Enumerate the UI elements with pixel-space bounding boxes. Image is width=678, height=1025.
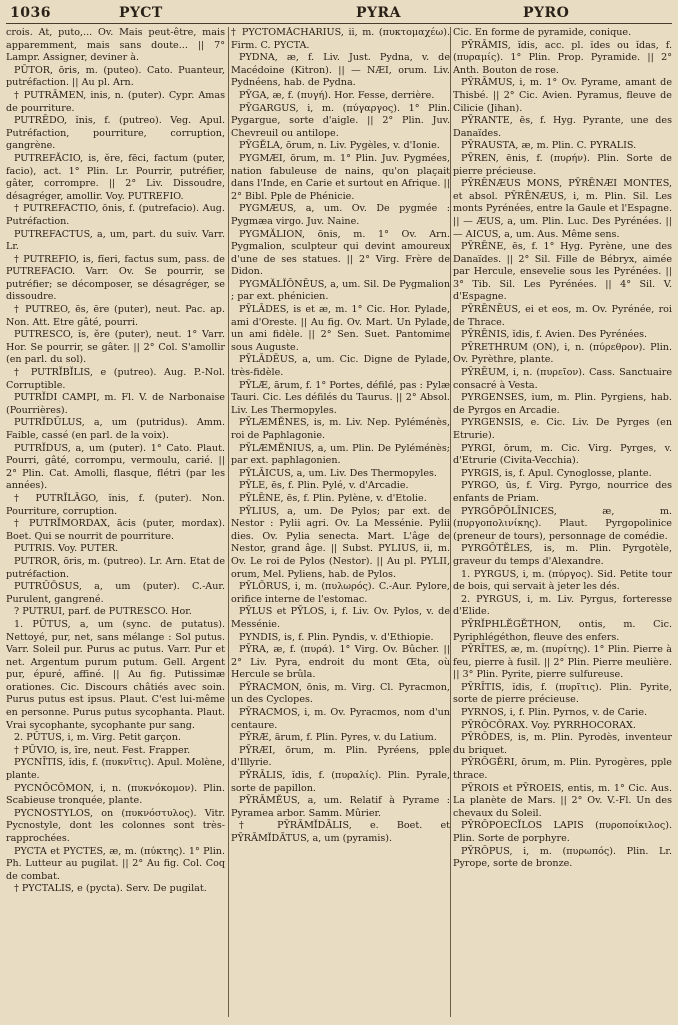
dictionary-entry: PYRNOS, i, f. Plin. Pyrnos, v. de Carie.	[461, 707, 648, 719]
dictionary-entry: PȲLIUS, a, um. De Pylos; par ext. de Nestor : Pylii agri. Ov. La Messénie. Pylii dies. Ov. Pylia senecta. Mart. L'âge de Nestor, grand âge. || Subst. PYLIUS, ii, m. Ov. Le roi de Pylos (Nestor). || Au pl. PYLII, orum, Mel. Pyliens, hab. de Pylos.	[231, 505, 450, 580]
running-head-left: PYCT	[119, 5, 163, 21]
column-right	[453, 27, 672, 1017]
dictionary-entry: † PŬVIO, is, īre, neut. Fest. Frapper.	[14, 744, 191, 756]
dictionary-entry: PYCNĪTIS, ĭdis, f. (πυκνῖτις). Apul. Molène, plante.	[6, 757, 225, 782]
dictionary-entry: † PUTRĬMORDAX, ācis (puter, mordax). Boet. Qui se nourrit de pourriture.	[6, 518, 225, 542]
dictionary-entry: † PUTRĀMEN, inis, n. (puter). Cypr. Amas de pourriture.	[6, 89, 225, 114]
dictionary-entry: PYGMÆI, ōrum, m. 1° Plin. Juv. Pygmées, nation fabuleuse de nains, qu'on plaçait dans l'Inde, en Carie et surtout en Afrique. || 2° Bibl. Pple de Phénicie.	[231, 152, 450, 202]
dictionary-entry: PUTRĬDŬLUS, a, um (putridus). Amm. Faible, cassé (en parl. de la voix).	[6, 417, 225, 441]
dictionary-entry: PȲRĪTES, æ, m. (πυρίτης). 1° Plin. Pierre à feu, pierre à fusil. || 2° Plin. Pierre meulière. || 3° Plin. Pyrite, pierre sulfureuse.	[453, 644, 672, 681]
dictionary-entry: PȲGĔLA, ōrum, n. Liv. Pygèles, v. d'Ionie.	[239, 140, 440, 152]
dictionary-entry: † PYCTŎMĂCHĀRIUS, ii, m. (πυκτομαχέω). Firm. C. PYCTA.	[231, 27, 450, 51]
dictionary-entry: Cic. En forme de pyramide, conique.	[453, 27, 632, 38]
dictionary-entry: PȲLÆMĔNES, is, m. Liv. Nep. Pyléménès, roi de Paphlagonie.	[231, 417, 450, 441]
dictionary-entry: PȲLĀICUS, a, um. Liv. Des Thermopyles.	[239, 467, 437, 479]
column-divider	[450, 27, 451, 1017]
dictionary-entry: PȲRŎGĔRI, ōrum, m. Plin. Pyrogères, pple thrace.	[453, 757, 672, 782]
dictionary-entry: † PUTRĬBĬLIS, e (putreo). Aug. P.-Nol. Corruptible.	[6, 367, 225, 391]
dictionary-entry: PȲRĀMUS, i, m. 1° Ov. Pyrame, amant de Thisbé. || 2° Cic. Avien. Pyramus, fleuve de Cilicie (Jihan).	[453, 77, 672, 114]
dictionary-entry: PȲRĒNÆUS MONS, PȲRĒNÆI MONTES, et absol. PȲRĒNÆUS, i, m. Plin. Sil. Les monts Pyrénées, entre la Gaule et l'Espagne. || — ÆUS, a, um. Plin. Luc. Des Pyrénées. || — AICUS, a, um. Aus. Même sens.	[453, 178, 672, 240]
running-head-right: PYRO	[523, 5, 570, 21]
dictionary-entry: PȲRŎDES, is, m. Plin. Pyrodès, inventeur du briquet.	[453, 732, 672, 756]
dictionary-entry: PȲRŎCŌRAX. Voy. PYRRHOCORAX.	[461, 719, 636, 731]
dictionary-entry: † PUTREFACTIO, ōnis, f. (putrefacio). Aug. Putréfaction.	[6, 203, 225, 227]
dictionary-entry: PȲLĀDĒUS, a, um. Cic. Digne de Pylade, très-fidèle.	[231, 354, 450, 379]
dictionary-entry: PȲLĒNE, ēs, f. Plin. Pylène, v. d'Etolie.	[239, 492, 427, 504]
dictionary-entry: PȲLÆMĔNIUS, a, um. Plin. De Pyléménès; par ext. paphlagonien.	[231, 442, 450, 467]
column-divider	[228, 27, 229, 1017]
dictionary-entry: PYRGŎPŎLĪNICES, æ, m. (πυργοπολινίκης). Plaut. Pyrgopolinice (preneur de tours), personnage de comédie.	[453, 505, 672, 542]
page-header	[0, 0, 678, 24]
dictionary-entry: PUTROR, ōris, m. (putreo). Lr. Arn. Etat de putréfaction.	[6, 555, 225, 580]
dictionary-entry: PȲRÆ, ārum, f. Plin. Pyres, v. du Latium.	[239, 732, 437, 744]
dictionary-entry: PUTREFACTUS, a, um, part. du suiv. Varr. Lr.	[6, 228, 225, 253]
dictionary-entry: PYGMÆUS, a, um. Ov. De pygmée : Pygmæa virgo. Juv. Naine.	[231, 203, 450, 227]
running-head-center: PYRA	[356, 5, 402, 21]
dictionary-entry: † PUTREO, ēs, ēre (puter), neut. Pac. ap. Non. Att. Etre gâté, pourri.	[6, 304, 225, 328]
dictionary-entry: PȲRĪTIS, ĭdis, f. (πυρῖτις). Plin. Pyrite, sorte de pierre précieuse.	[453, 681, 672, 706]
dictionary-entry: PYCNOSTYLOS, on (πυκνόστυλος). Vitr. Pycnostyle, dont les colonnes sont très-rapprochées.	[6, 807, 225, 844]
dictionary-entry: PȲRAUSTA, æ, m. Plin. C. PYRALIS.	[461, 140, 637, 152]
dictionary-entry: PUTRIS. Voy. PUTER.	[14, 543, 119, 555]
dictionary-entry: PȲRETHRUM (ON), i, n. (πύρεθρον). Plin. Ov. Pyrèthre, plante.	[453, 341, 672, 366]
dictionary-entry: PȲRĀLIS, ĭdis, f. (πυραλίς). Plin. Pyrale, sorte de papillon.	[231, 770, 450, 794]
dictionary-entry: PȲLUS et PȲLOS, i, f. Liv. Ov. Pylos, v. de Messénie.	[231, 606, 450, 630]
dictionary-entry: PȲLĀDES, is et æ, m. 1° Cic. Hor. Pylade, ami d'Oreste. || Au fig. Ov. Mart. Un Pylade, un ami fidèle. || 2° Sen. Suet. Pantomime sous Auguste.	[231, 304, 450, 353]
column-left	[6, 27, 225, 1017]
dictionary-entry: PŪTOR, ōris, m. (puteo). Cato. Puanteur, putréfaction. || Au pl. Arn.	[6, 64, 225, 89]
dictionary-entry: PYCNŎCŎMON, i, n. (πυκνόκομον). Plin. Scabieuse tronquée, plante.	[6, 782, 225, 807]
dictionary-entry: PȲRACMON, ōnis, m. Virg. Cl. Pyracmon, un des Cyclopes.	[231, 681, 450, 706]
dictionary-entry: † PYCTALIS, e (pycta). Serv. De pugilat.	[14, 883, 207, 895]
dictionary-entry: PȲRĒNĒUS, ei et eos, m. Ov. Pyrénée, roi de Thrace.	[453, 304, 672, 328]
dictionary-entry: PYRGI, ōrum, m. Cic. Virg. Pyrges, v. d'Etrurie (Civita-Vecchia).	[453, 442, 672, 467]
dictionary-entry: PȲRĒNE, ēs, f. 1° Hyg. Pyrène, une des Danaïdes. || 2° Sil. Fille de Bébryx, aimée par Hercule, ensevelie sous les Pyrénées. || 3° Tib. Sil. Les Pyrénées. || 4° Sil. V. d'Espagne.	[453, 241, 672, 303]
dictionary-entry: PȲRĒNIS, ĭdis, f. Avien. Des Pyrénées.	[461, 329, 648, 341]
dictionary-entry: † PȲRĀMĬDĀLIS, e. Boet. et PȲRĀMĬDĀTUS, a, um (pyramis).	[231, 820, 450, 844]
dictionary-entry: PȲRŎPUS, i, m. (πυρωπός). Plin. Lr. Pyrope, sorte de bronze.	[453, 845, 672, 870]
header-rule	[6, 23, 672, 24]
dictionary-entry: PȲLÆ, ārum, f. 1° Portes, défilé, pas : Pylæ Tauri. Cic. Les défilés du Taurus. || 2° Absol. Liv. Les Thermopyles.	[231, 379, 450, 416]
dictionary-entry: PYRGENSIS, e. Cic. Liv. De Pyrges (en Etrurie).	[453, 417, 672, 441]
dictionary-entry: PȲGARGUS, i, m. (πύγαργος). 1° Plin. Pygargue, sorte d'aigle. || 2° Plin. Juv. Chevreuil ou antilope.	[231, 102, 450, 139]
dictionary-entry: PȲGA, æ, f. (πυγή). Hor. Fesse, derrière.	[239, 89, 435, 101]
dictionary-entry: PYRGENSES, ium, m. Plin. Pyrgiens, hab. de Pyrgos en Arcadie.	[453, 392, 672, 416]
dictionary-entry: PȲRA, æ, f. (πυρά). 1° Virg. Ov. Bûcher. || 2° Liv. Pyra, endroit du mont Œta, où Hercule se brûla.	[231, 644, 450, 681]
column-middle	[231, 27, 450, 1017]
dictionary-entry: PȲROIS et PȲROEIS, entis, m. 1° Cic. Aus. La planète de Mars. || 2° Ov. V.-Fl. Un des chevaux du Soleil.	[453, 782, 672, 819]
dictionary-entry: † PUTREFIO, is, fĭeri, factus sum, pass. de PUTREFACIO. Varr. Ov. Se pourrir, se putréfier; se décomposer, se désagréger, se dissoudre.	[6, 253, 225, 303]
dictionary-entry: PYRGO, ūs, f. Virg. Pyrgo, nourrice des enfants de Priam.	[453, 480, 672, 504]
dictionary-entry: 1. PŪTUS, a, um (sync. de putatus). Nettoyé, pur, net, sans mélange : Sol putus. Varr. Soleil pur. Purus ac putus. Varr. Pur et net. Argentum purum putum. Gell. Argent pur, épuré, affiné. || Au fig. Putissimæ orationes. Cic. Discours châtiés avec soin. Purus putus est ipsus. Plaut. C'est lui-même en personne. Purus putus sycophanta. Plaut. Vrai sycophante, sycophante pur sang.	[6, 618, 225, 731]
dictionary-entry: PYCTA et PYCTES, æ, m. (πύκτης). 1° Plin. Ph. Lutteur au pugilat. || 2° Au fig. Col. Coq de combat.	[6, 845, 225, 882]
dictionary-entry: PȲREN, ēnis, f. (πυρήν). Plin. Sorte de pierre précieuse.	[453, 152, 672, 177]
dictionary-entry: ? PUTRUI, parf. de PUTRESCO. Hor.	[14, 606, 192, 618]
dictionary-entry: PYNDIS, is, f. Plin. Pyndis, v. d'Ethiopie.	[239, 631, 434, 643]
dictionary-entry: PȲRŎPOECĬLOS LAPIS (πυροποίκιλος). Plin. Sorte de porphyre.	[453, 820, 672, 844]
dictionary-entry: PȲLŌRUS, i, m. (πυλωρός). C.-Aur. Pylore, orifice interne de l'estomac.	[231, 581, 450, 605]
dictionary-entry: PYRGŎTĔLES, is, m. Plin. Pyrgotèle, graveur du temps d'Alexandre.	[453, 543, 672, 567]
dictionary-entry: crois. At, puto,... Ov. Mais peut-être, mais apparemment, mais sans doute... || 7° Lampr. Assigner, deviner à.	[6, 27, 225, 64]
dictionary-entry: PUTRĬDUS, a, um (puter). 1° Cato. Plaut. Pourri, gâté, corrompu, vermoulu, carié. || 2° Plin. Cat. Amolli, flasque, flétri (par les années).	[6, 442, 225, 492]
dictionary-entry: PȲRANTE, ēs, f. Hyg. Pyrante, une des Danaïdes.	[453, 115, 672, 139]
dictionary-entry: PȲRACMOS, i, m. Ov. Pyracmos, nom d'un centaure.	[231, 707, 450, 731]
dictionary-entry: 2. PŬTUS, i, m. Virg. Petit garçon.	[14, 732, 181, 744]
dictionary-entry: 1. PYRGUS, i, m. (πύργος). Sid. Petite tour de bois, qui servait à jeter les dés.	[453, 568, 672, 593]
dictionary-entry: PUTRĬDI CAMPI, m. Fl. V. de Narbonaise (Pourrières).	[6, 392, 225, 416]
dictionary-entry: PȲRÆI, ōrum, m. Plin. Pyréens, pple d'Illyrie.	[231, 744, 450, 769]
dictionary-entry: PUTRĒDO, ĭnis, f. (putreo). Veg. Apul. Putréfaction, pourriture, corruption, gangrène.	[6, 115, 225, 152]
dictionary-entry: PȲRĀMIS, ĭdis, acc. pl. ĭdes ou ĭdas, f. (πυραμίς). 1° Plin. Prop. Pyramide. || 2° Anth. Bouton de rose.	[453, 39, 672, 76]
dictionary-entry: PUTREFĂCIO, is, ĕre, fēci, factum (puter, facio), act. 1° Plin. Lr. Pourrir, putréfier, gâter, corrompre. || 2° Liv. Dissoudre, désagréger, amollir. Voy. PUTREFIO.	[6, 152, 225, 202]
page-number: 1036	[10, 5, 51, 21]
dictionary-entry: PȲRĬPHLĔGĔTHON, ontis, m. Cic. Pyriphlégéthon, fleuve des enfers.	[453, 618, 672, 643]
dictionary-entry: PYDNA, æ, f. Liv. Just. Pydna, v. de Macédoine (Kitron). || — NÆI, orum. Liv. Pydnéens, hab. de Pydna.	[231, 52, 450, 89]
dictionary-entry: PUTRESCO, ĭs, ĕre (puter), neut. 1° Varr. Hor. Se pourrir, se gâter. || 2° Col. S'amollir (en parl. du sol).	[6, 329, 225, 366]
dictionary-entry: PȲRĒUM, i, n. (πυρεῖον). Cass. Sanctuaire consacré à Vesta.	[453, 367, 672, 391]
dictionary-entry: PȲLE, ēs, f. Plin. Pylé, v. d'Arcadie.	[239, 480, 409, 492]
dictionary-entry: PȲRĀMĔUS, a, um. Relatif à Pyrame : Pyramea arbor. Samm. Mûrier.	[231, 795, 450, 819]
dictionary-entry: PYRGIS, is, f. Apul. Cynoglosse, plante.	[461, 467, 652, 479]
dictionary-entry: 2. PYRGUS, i, m. Liv. Pyrgus, forteresse d'Elide.	[453, 593, 672, 618]
dictionary-entry: PYGMĂLĬŌNĒUS, a, um. Sil. De Pygmalion ; par ext. phénicien.	[231, 278, 450, 303]
dictionary-entry: PUTRŬŌSUS, a, um (puter). C.-Aur. Purulent, gangrené.	[6, 581, 225, 605]
dictionary-entry: PYGMĂLION, ōnis, m. 1° Ov. Arn. Pygmalion, sculpteur qui devint amoureux d'une de ses statues. || 2° Virg. Frère de Didon.	[231, 228, 450, 278]
dictionary-entry: † PUTRĬLĀGO, ĭnis, f. (puter). Non. Pourriture, corruption.	[6, 492, 225, 517]
